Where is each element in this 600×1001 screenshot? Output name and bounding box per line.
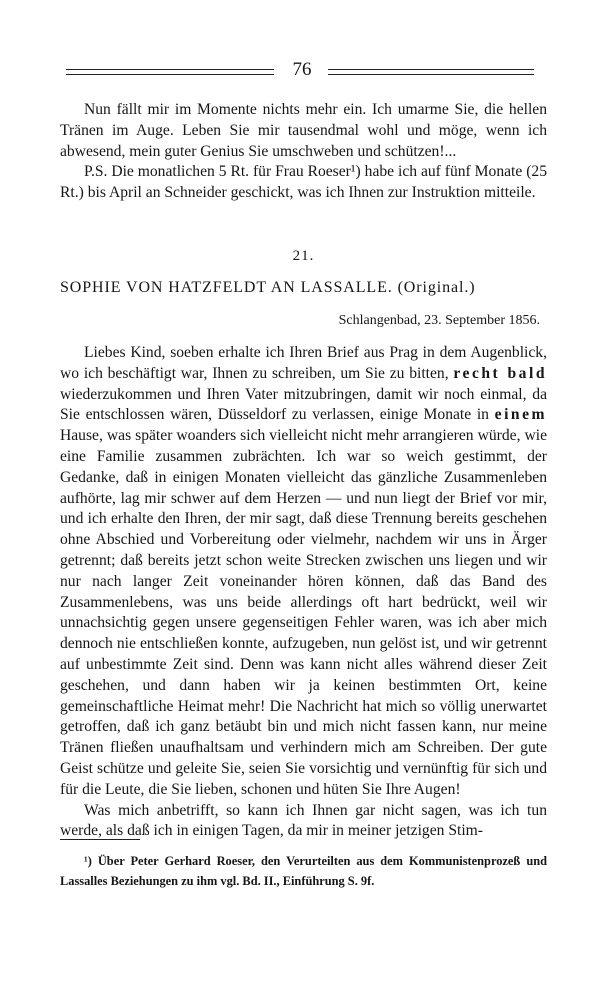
letter-number: 21. — [292, 248, 315, 264]
page-header — [58, 58, 544, 82]
emphasized-text: einem — [494, 406, 547, 424]
letter-heading: SOPHIE VON HATZFELDT AN LASSALLE. (Original.) — [60, 279, 476, 296]
emphasized-text: recht bald — [453, 364, 547, 382]
header-rule-left — [66, 69, 274, 75]
paragraph-text-part: wiederzukommen und Ihren Vater mitzubringen, damit wir noch einmal, da Sie entschlossen wären, Düsseldorf zu verlassen, einige Monate in — [60, 385, 547, 424]
letter-paragraph — [60, 343, 547, 801]
header-rule-right — [328, 69, 534, 75]
closing-paragraph: Nun fällt mir im Momente nichts mehr ein. Ich umarme Sie, die hellen Tränen im Auge. Leben Sie mir tausendmal wohl und möge, wenn ich abwesend, mein guter Genius Sie umschweben und schützen!... — [60, 101, 547, 160]
postscript-paragraph: P.S. Die monatlichen 5 Rt. für Frau Roeser¹) habe ich auf fünf Monate (25 Rt.) bis April an Schneider geschickt, was ich Ihnen zur Instruktion mitteile. — [60, 163, 547, 202]
footnote-rule — [60, 839, 140, 840]
paragraph-text-part: Liebes Kind, soeben erhalte ich Ihren Brief aus Prag in dem Augenblick, wo ich beschäftigt war, Ihnen zu schreiben, um Sie zu bitten, — [60, 344, 547, 382]
letter-place-date: Schlangenbad, 23. September 1856. — [338, 313, 540, 328]
footnote — [60, 851, 547, 891]
letter-body — [60, 343, 547, 842]
paragraph-text-part: Hause, was später woanders sich vielleicht nicht mehr arrangieren würde, wie eine Familie zusammen zubrächten. Ich war so weich gestimmt, der Gedanke, daß in einigen Monaten vielleicht das gänzliche Zusammenleben aufhörte, lag mir schwer auf dem Herzen — und nun liegt der Brief vor mir, und ich erhalte den Ihren, der mir sagt, daß diese Trennung bereits geschehen ohne Abschied und Vorbereitung oder vielmehr, nachdem wir uns in Ärger getrennt; daß bereits jetzt schon weite Strecken zwischen uns liegen und wir nur nach langer Zeit voneinander hören können, daß das Band des Zusammenlebens, was uns beide allerdings oft hart bedrückt, weil wir unnachsichtig gegen unsere gegenseitigen Fehler waren, was ich aber mich dennoch nie entschließen konnte, aufzugeben, nun gelöst ist, und wir getrennt auf unbestimmte Zeit sind. Denn was kann nicht alles während dieser Zeit geschehen, und dann haben wir ja keinen bestimmten Ort, keine gemeinschaftliche Heimat mehr! Die Nachricht hat mich so völlig unerwartet getroffen, daß ich ganz betäubt bin und mich nicht fassen kann, nur meine Tränen fließen unaufhaltsam und verhindern mich am Schreiben. Der gute Geist schütze und geleite Sie, seien Sie vorsichtig und vernünftig für sich und für die Leute, die Sie lieben, schonen und hüten Sie Ihre Augen! — [60, 427, 547, 798]
footnote-text: ¹) Über Peter Gerhard Roeser, den Verurteilten aus dem Kommunistenprozeß und Lassalles Beziehungen zu ihm vgl. Bd. II., Einführung S. 9f. — [60, 854, 547, 888]
previous-letter-ending — [60, 100, 547, 204]
page-number: 76 — [292, 59, 312, 80]
letter-paragraph: Was mich anbetrifft, so kann ich Ihnen gar nicht sagen, was ich tun werde, als daß ich in einigen Tagen, da mir in meiner jetzigen Stim- — [60, 801, 547, 840]
